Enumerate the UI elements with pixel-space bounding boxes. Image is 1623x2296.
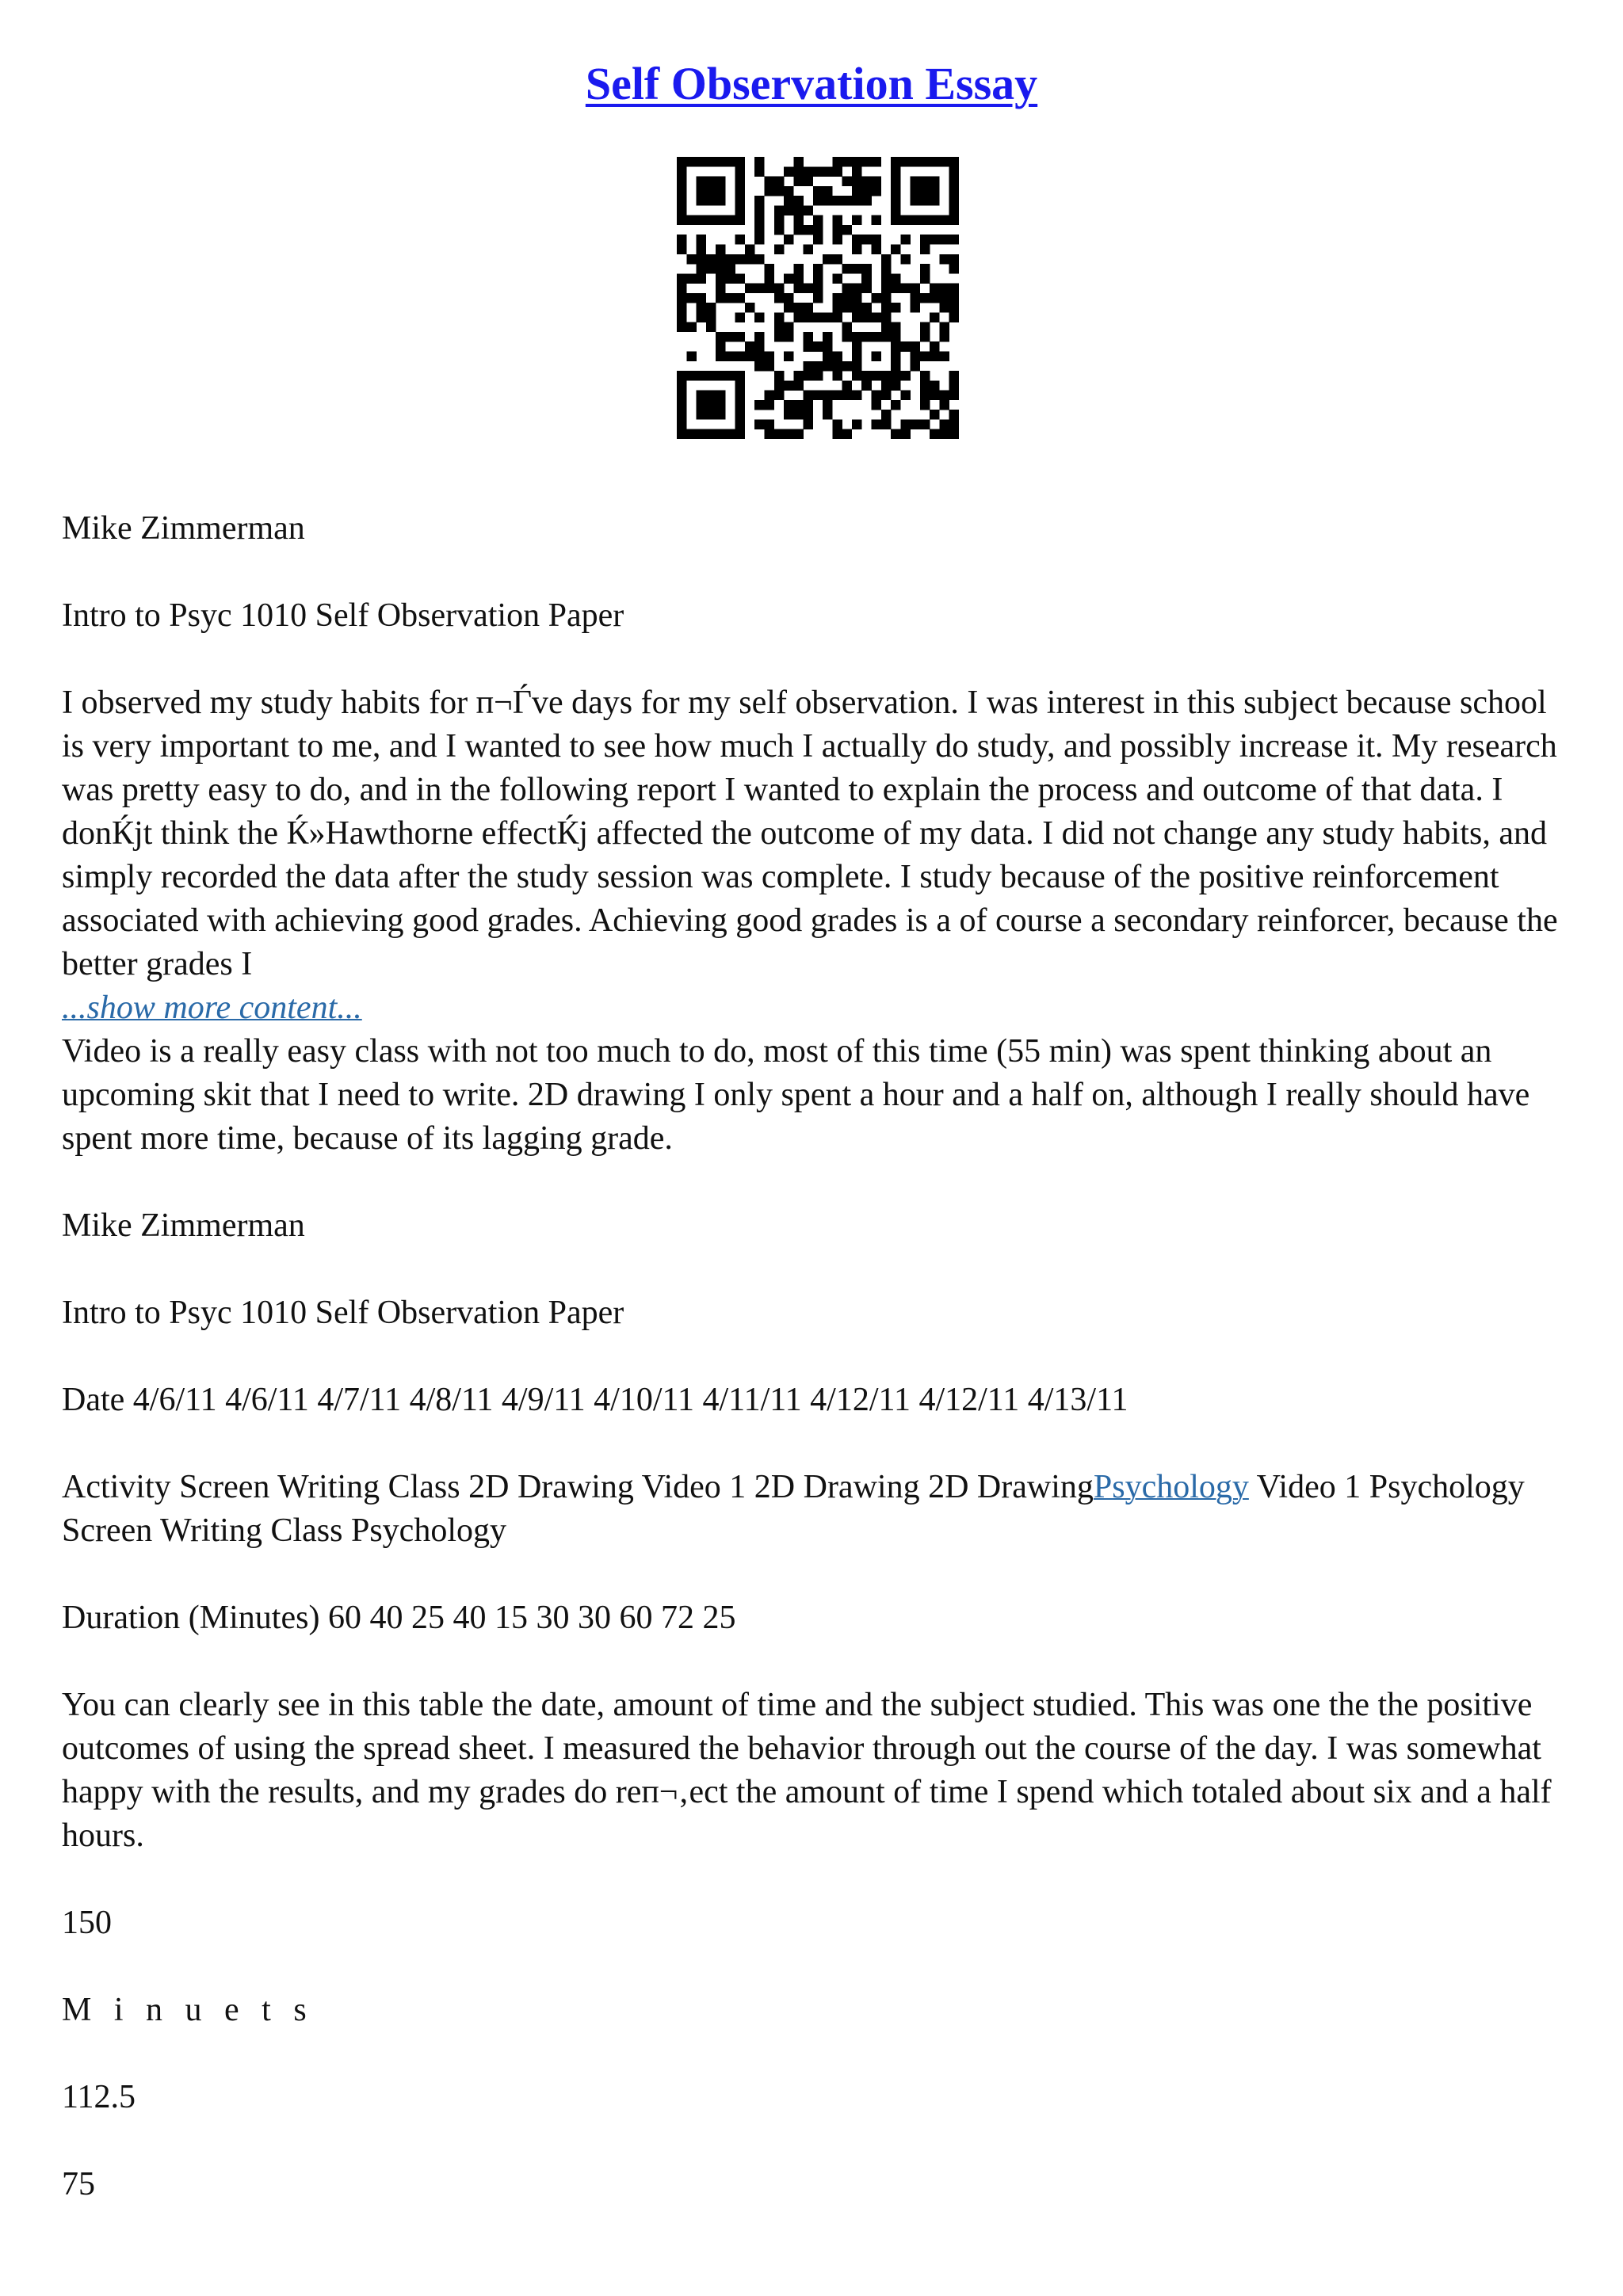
page-title-link[interactable]: Self Observation Essay: [585, 58, 1038, 109]
date-row: Date 4/6/11 4/6/11 4/7/11 4/8/11 4/9/11 4/10/11 4/11/11 4/12/11 4/12/11 4/13/11: [62, 1382, 1128, 1418]
author-name: Mike Zimmerman: [62, 510, 305, 547]
title-container: [0, 57, 1623, 110]
activity-row: [62, 1466, 1568, 1553]
axis-value-75: 75: [62, 2166, 95, 2203]
qr-code-icon: [677, 157, 959, 439]
course-title: Intro to Psyc 1010 Self Observation Paper: [62, 597, 624, 634]
summary-paragraph: You can clearly see in this table the date, amount of time and the subject studied. This was one the the positive outcomes of using the spread sheet. I measured the behavior through out the course of the day. I was somewhat happy with the results, and my grades do reп¬‚ect the amount of time I spend which totaled about six and a half hours.: [62, 1687, 1552, 1854]
video-paragraph: Video is a really easy class with not too much to do, most of this time (55 min) was spent thinking about an upcoming skit that I need to write. 2D drawing I only spent a hour and a half on, although I really should have spent more time, because of its lagging grade.: [62, 1033, 1530, 1157]
course-title-repeat: Intro to Psyc 1010 Self Observation Paper: [62, 1295, 624, 1331]
axis-value-150: 150: [62, 1905, 112, 1941]
activity-row-text-end: Video 1 Psychology Screen Writing Class Psychology: [62, 1469, 1525, 1549]
show-more-link[interactable]: ...show more content...: [62, 990, 362, 1026]
psychology-link[interactable]: Psychology: [1093, 1469, 1249, 1505]
intro-paragraph: I observed my study habits for п¬Ѓve days for my self observation. I was interest in this subject because school is very important to me, and I wanted to see how much I actually do study, and possibly increase it. My research was pretty easy to do, and in the following report I wanted to explain the process and outcome of that data. I donЌјt think the Ќ»Hawthorne effectЌј affected the outcome of my data. I did not change any study habits, and simply recorded the data after the study session was complete. I study because of the positive reinforcement associated with achieving good grades. Achieving good grades is a of course a secondary reinforcer, because the better grades I: [62, 685, 1558, 982]
duration-row: Duration (Minutes) 60 40 25 40 15 30 30 60 72 25: [62, 1600, 736, 1636]
essay-body: [62, 507, 1568, 2250]
author-name-repeat: Mike Zimmerman: [62, 1207, 305, 1244]
axis-label-minutes: M i n u e t s: [62, 1992, 314, 2028]
axis-value-112-5: 112.5: [62, 2079, 136, 2115]
activity-row-text: Activity Screen Writing Class 2D Drawing Video 1 2D Drawing 2D Drawing: [62, 1469, 1094, 1505]
